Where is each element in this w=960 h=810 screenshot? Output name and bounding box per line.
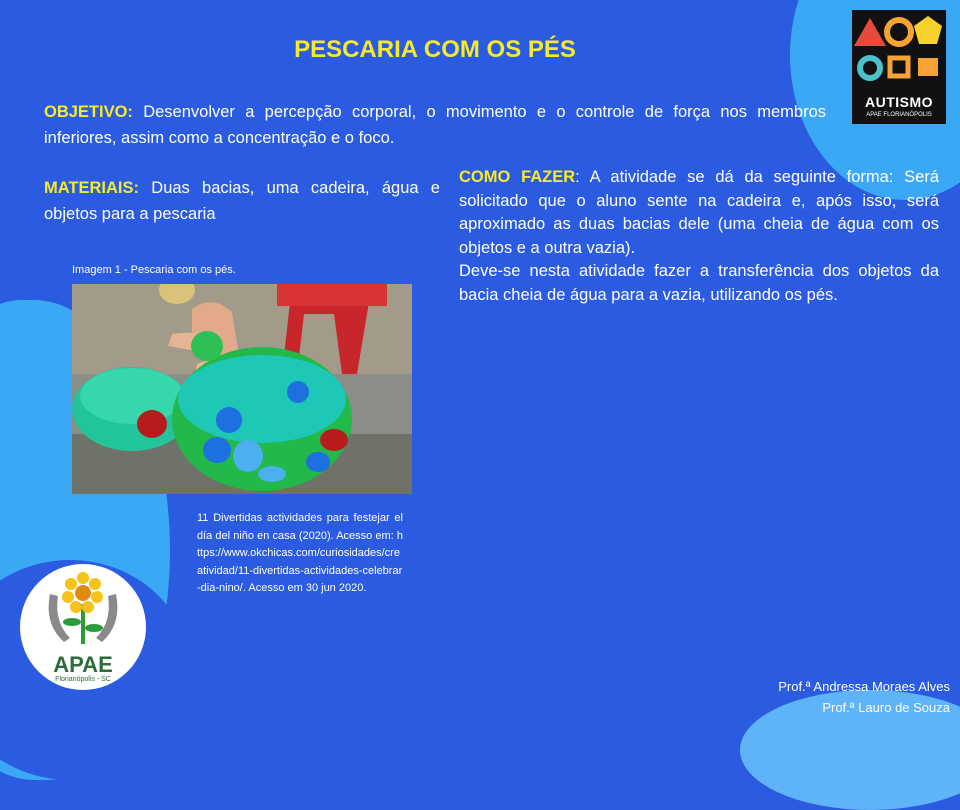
apae-flower-icon <box>20 564 146 654</box>
materiais-label: MATERIAIS: <box>44 179 140 197</box>
como-fazer-paragraph <box>459 166 939 307</box>
como-fazer-label: COMO FAZER <box>459 168 576 186</box>
materiais-paragraph <box>44 175 440 227</box>
como-fazer-text-2: Deve-se nesta atividade fazer a transferência dos objetos da bacia cheia de água para a vazia, utilizando os pés. <box>459 262 939 304</box>
apae-logo-subtext: Florianópolis - SC <box>55 676 111 683</box>
credit-line-1: Prof.ª Andressa Moraes Alves <box>778 679 950 694</box>
apae-logo <box>20 564 146 690</box>
autismo-logo-subtext: APAE FLORIANÓPOLIS <box>866 112 932 118</box>
autismo-logo <box>852 10 946 124</box>
objetivo-label: OBJETIVO: <box>44 103 133 121</box>
credit-line-2: Prof.ª Lauro de Souza <box>822 700 950 715</box>
autismo-logo-text: AUTISMO <box>864 94 934 110</box>
credits <box>778 676 950 718</box>
objetivo-text: Desenvolver a percepção corporal, o movimento e o controle de força nos membros inferiores, assim como a concentração e o foco. <box>44 103 826 147</box>
image-caption: Imagem 1 - Pescaria com os pés. <box>72 264 236 276</box>
photo-illustration <box>72 284 412 494</box>
objetivo-paragraph <box>44 99 826 151</box>
apae-logo-text: APAE <box>53 652 113 677</box>
autismo-shapes-icon <box>852 10 946 94</box>
como-fazer-text-1: : A atividade se dá da seguinte forma: Será solicitado que o aluno sente na cadeira e, após isso, será aproximado as duas bacias dele (uma cheia de água com os objetos e a outra vazia). <box>459 168 939 257</box>
materiais-text: Duas bacias, uma cadeira, água e objetos para a pescaria <box>44 179 440 223</box>
activity-photo <box>72 284 412 494</box>
image-source-citation: 11 Divertidas actividades para festejar el día del niño en casa (2020). Acesso em: https://www.okchicas.com/curiosidades/creatividad/11-divertidas-actividades-celebrar-dia-nino/. Acesso em 30 jun 2020. <box>197 512 403 594</box>
slide-title: PESCARIA COM OS PÉS <box>294 36 576 63</box>
